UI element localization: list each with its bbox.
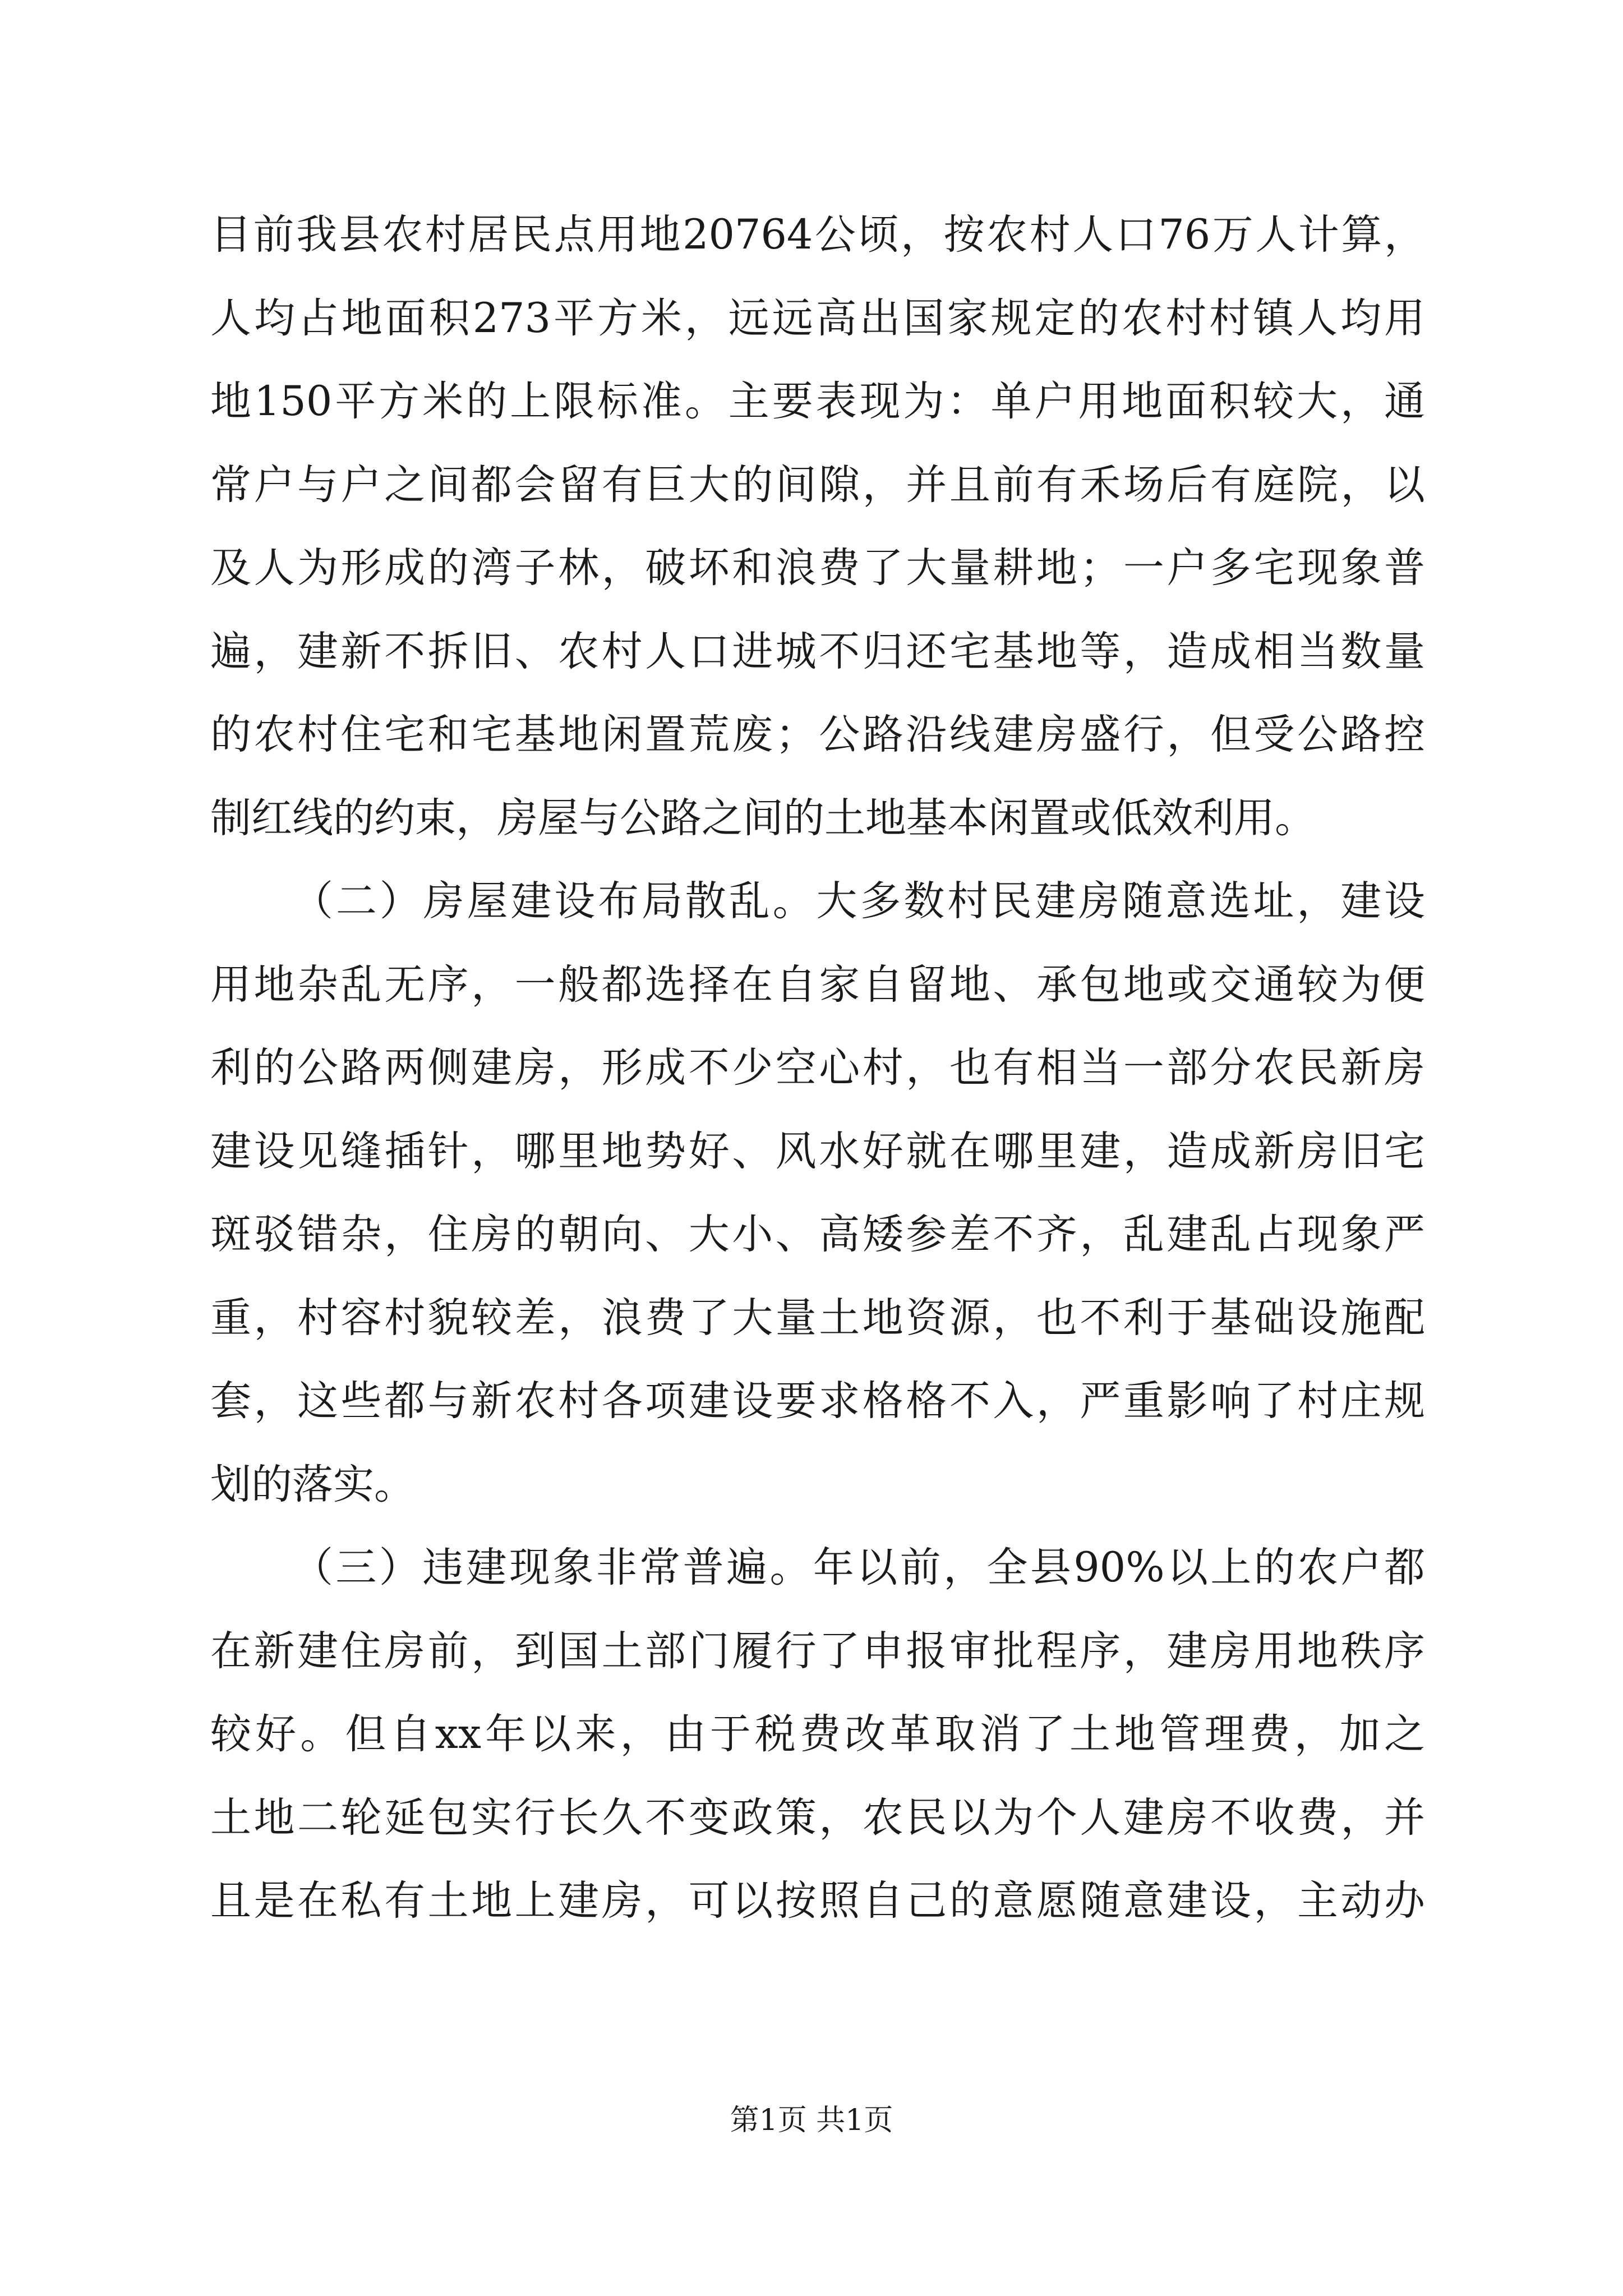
body-text: [210, 194, 1425, 1943]
paragraph-heading-line: （二）房屋建设布局散乱。大多数村民建房随意选址，建设: [292, 877, 1425, 925]
text-line: 在新建住房前，到国土部门履行了申报审批程序，建房用地秩序: [210, 1627, 1425, 1675]
text-line: 的农村住宅和宅基地闲置荒废；公路沿线建房盛行，但受公路控: [210, 711, 1425, 758]
text-line: 利的公路两侧建房，形成不少空心村，也有相当一部分农民新房: [210, 1044, 1425, 1092]
paragraph-heading-line: （三）违建现象非常普遍。年以前，全县90%以上的农户都: [292, 1544, 1425, 1591]
page-footer: [0, 2101, 1623, 2140]
text-line: 重，村容村貌较差，浪费了大量土地资源，也不利于基础设施配: [210, 1294, 1425, 1342]
text-line: 制红线的约束，房屋与公路之间的土地基本闲置或低效利用。: [210, 794, 1316, 842]
text-line: 且是在私有土地上建房，可以按照自己的意愿随意建设，主动办: [210, 1877, 1425, 1925]
text-line: 划的落实。: [210, 1460, 415, 1508]
text-line: 地150平方米的上限标准。主要表现为：单户用地面积较大，通: [210, 378, 1425, 425]
text-line: 建设见缝插针，哪里地势好、风水好就在哪里建，造成新房旧宅: [210, 1127, 1425, 1175]
text-line: 用地杂乱无序，一般都选择在自家自留地、承包地或交通较为便: [210, 960, 1425, 1009]
text-line: 目前我县农村居民点用地20764公顷，按农村人口76万人计算，: [210, 211, 1425, 259]
text-line: 人均占地面积273平方米，远远高出国家规定的农村村镇人均用: [210, 294, 1425, 342]
text-line: 斑驳错杂，住房的朝向、大小、高矮参差不齐，乱建乱占现象严: [210, 1211, 1425, 1258]
page-number-label: 第1页 共1页: [730, 2104, 893, 2137]
text-line: 套，这些都与新农村各项建设要求格格不入，严重影响了村庄规: [210, 1377, 1425, 1425]
text-line: 较好。但自xx年以来，由于税费改革取消了土地管理费，加之: [210, 1710, 1425, 1758]
text-line: 及人为形成的湾子林，破坏和浪费了大量耕地；一户多宅现象普: [210, 544, 1425, 592]
text-line: 常户与户之间都会留有巨大的间隙，并且前有禾场后有庭院，以: [210, 461, 1425, 509]
text-line: 土地二轮延包实行长久不变政策，农民以为个人建房不收费，并: [210, 1793, 1425, 1842]
text-line: 遍，建新不拆旧、农村人口进城不归还宅基地等，造成相当数量: [210, 627, 1425, 675]
